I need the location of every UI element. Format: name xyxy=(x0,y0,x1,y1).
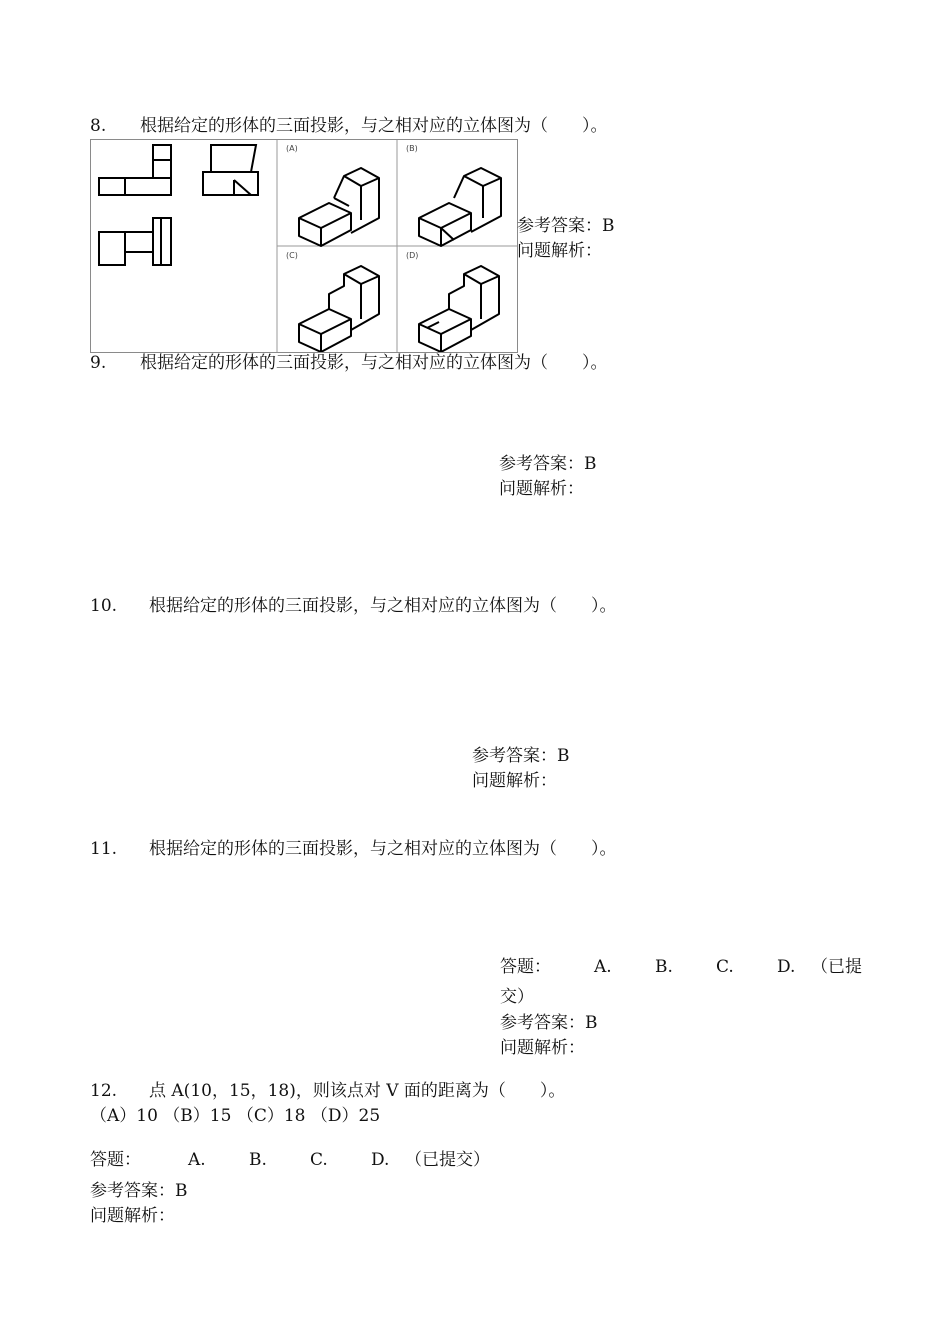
question-text: 根据给定的形体的三面投影，与之相对应的立体图为（ ）。 xyxy=(149,596,617,616)
response-row-11 xyxy=(500,956,862,978)
question-8 xyxy=(90,115,608,137)
question-text: 根据给定的形体的三面投影，与之相对应的立体图为（ ）。 xyxy=(140,353,608,373)
choice-a[interactable]: A. xyxy=(188,1150,206,1170)
question-9 xyxy=(90,352,608,374)
isometric-option-a xyxy=(299,168,379,246)
response-label: 答题： xyxy=(500,957,551,977)
three-view-projection-figure xyxy=(91,140,517,352)
question-11 xyxy=(90,838,617,860)
question-8-figure xyxy=(90,139,518,353)
analysis-10: 问题解析： xyxy=(472,771,557,791)
isometric-option-d xyxy=(419,266,499,352)
question-number: 11. xyxy=(90,839,118,859)
choice-c[interactable]: C. xyxy=(310,1150,328,1170)
question-number: 9. xyxy=(90,353,107,373)
analysis-11: 问题解析： xyxy=(500,1038,585,1058)
analysis-9: 问题解析： xyxy=(499,479,584,499)
option-label-c: (C) xyxy=(286,251,298,260)
choice-a[interactable]: A. xyxy=(594,957,612,977)
option-label-b: (B) xyxy=(406,144,418,153)
answer-9: 参考答案：B xyxy=(499,454,597,474)
choice-b[interactable]: B. xyxy=(655,957,673,977)
analysis-12: 问题解析： xyxy=(90,1206,175,1226)
submitted-status: （已提交） xyxy=(405,1150,490,1170)
submitted-status: （已提 xyxy=(811,957,862,977)
answer-10: 参考答案：B xyxy=(472,746,570,766)
option-label-d: (D) xyxy=(406,251,419,260)
answer-12: 参考答案：B xyxy=(90,1181,188,1201)
question-10 xyxy=(90,595,617,617)
choice-c[interactable]: C. xyxy=(716,957,734,977)
choice-b[interactable]: B. xyxy=(249,1150,267,1170)
analysis-8: 问题解析： xyxy=(517,241,602,261)
isometric-option-b xyxy=(419,168,501,246)
question-number: 8. xyxy=(90,116,107,136)
submitted-status-cont: 交） xyxy=(500,987,534,1007)
answer-11: 参考答案：B xyxy=(500,1013,598,1033)
choice-d[interactable]: D. xyxy=(777,957,796,977)
isometric-option-c xyxy=(299,266,379,352)
question-text: 根据给定的形体的三面投影，与之相对应的立体图为（ ）。 xyxy=(149,839,617,859)
response-row-12 xyxy=(90,1149,490,1171)
question-text: 根据给定的形体的三面投影，与之相对应的立体图为（ ）。 xyxy=(140,116,608,136)
answer-8: 参考答案：B xyxy=(517,216,615,236)
option-label-a: (A) xyxy=(286,144,298,153)
choice-d[interactable]: D. xyxy=(371,1150,390,1170)
response-label: 答题： xyxy=(90,1150,141,1170)
question-12 xyxy=(90,1080,565,1102)
question-number: 10. xyxy=(90,596,118,616)
question-number: 12. xyxy=(90,1081,118,1101)
question-12-options: （A）10 （B）15 （C）18 （D）25 xyxy=(90,1106,381,1126)
question-text: 点 A(10，15，18)，则该点对 V 面的距离为（ ）。 xyxy=(149,1081,566,1101)
